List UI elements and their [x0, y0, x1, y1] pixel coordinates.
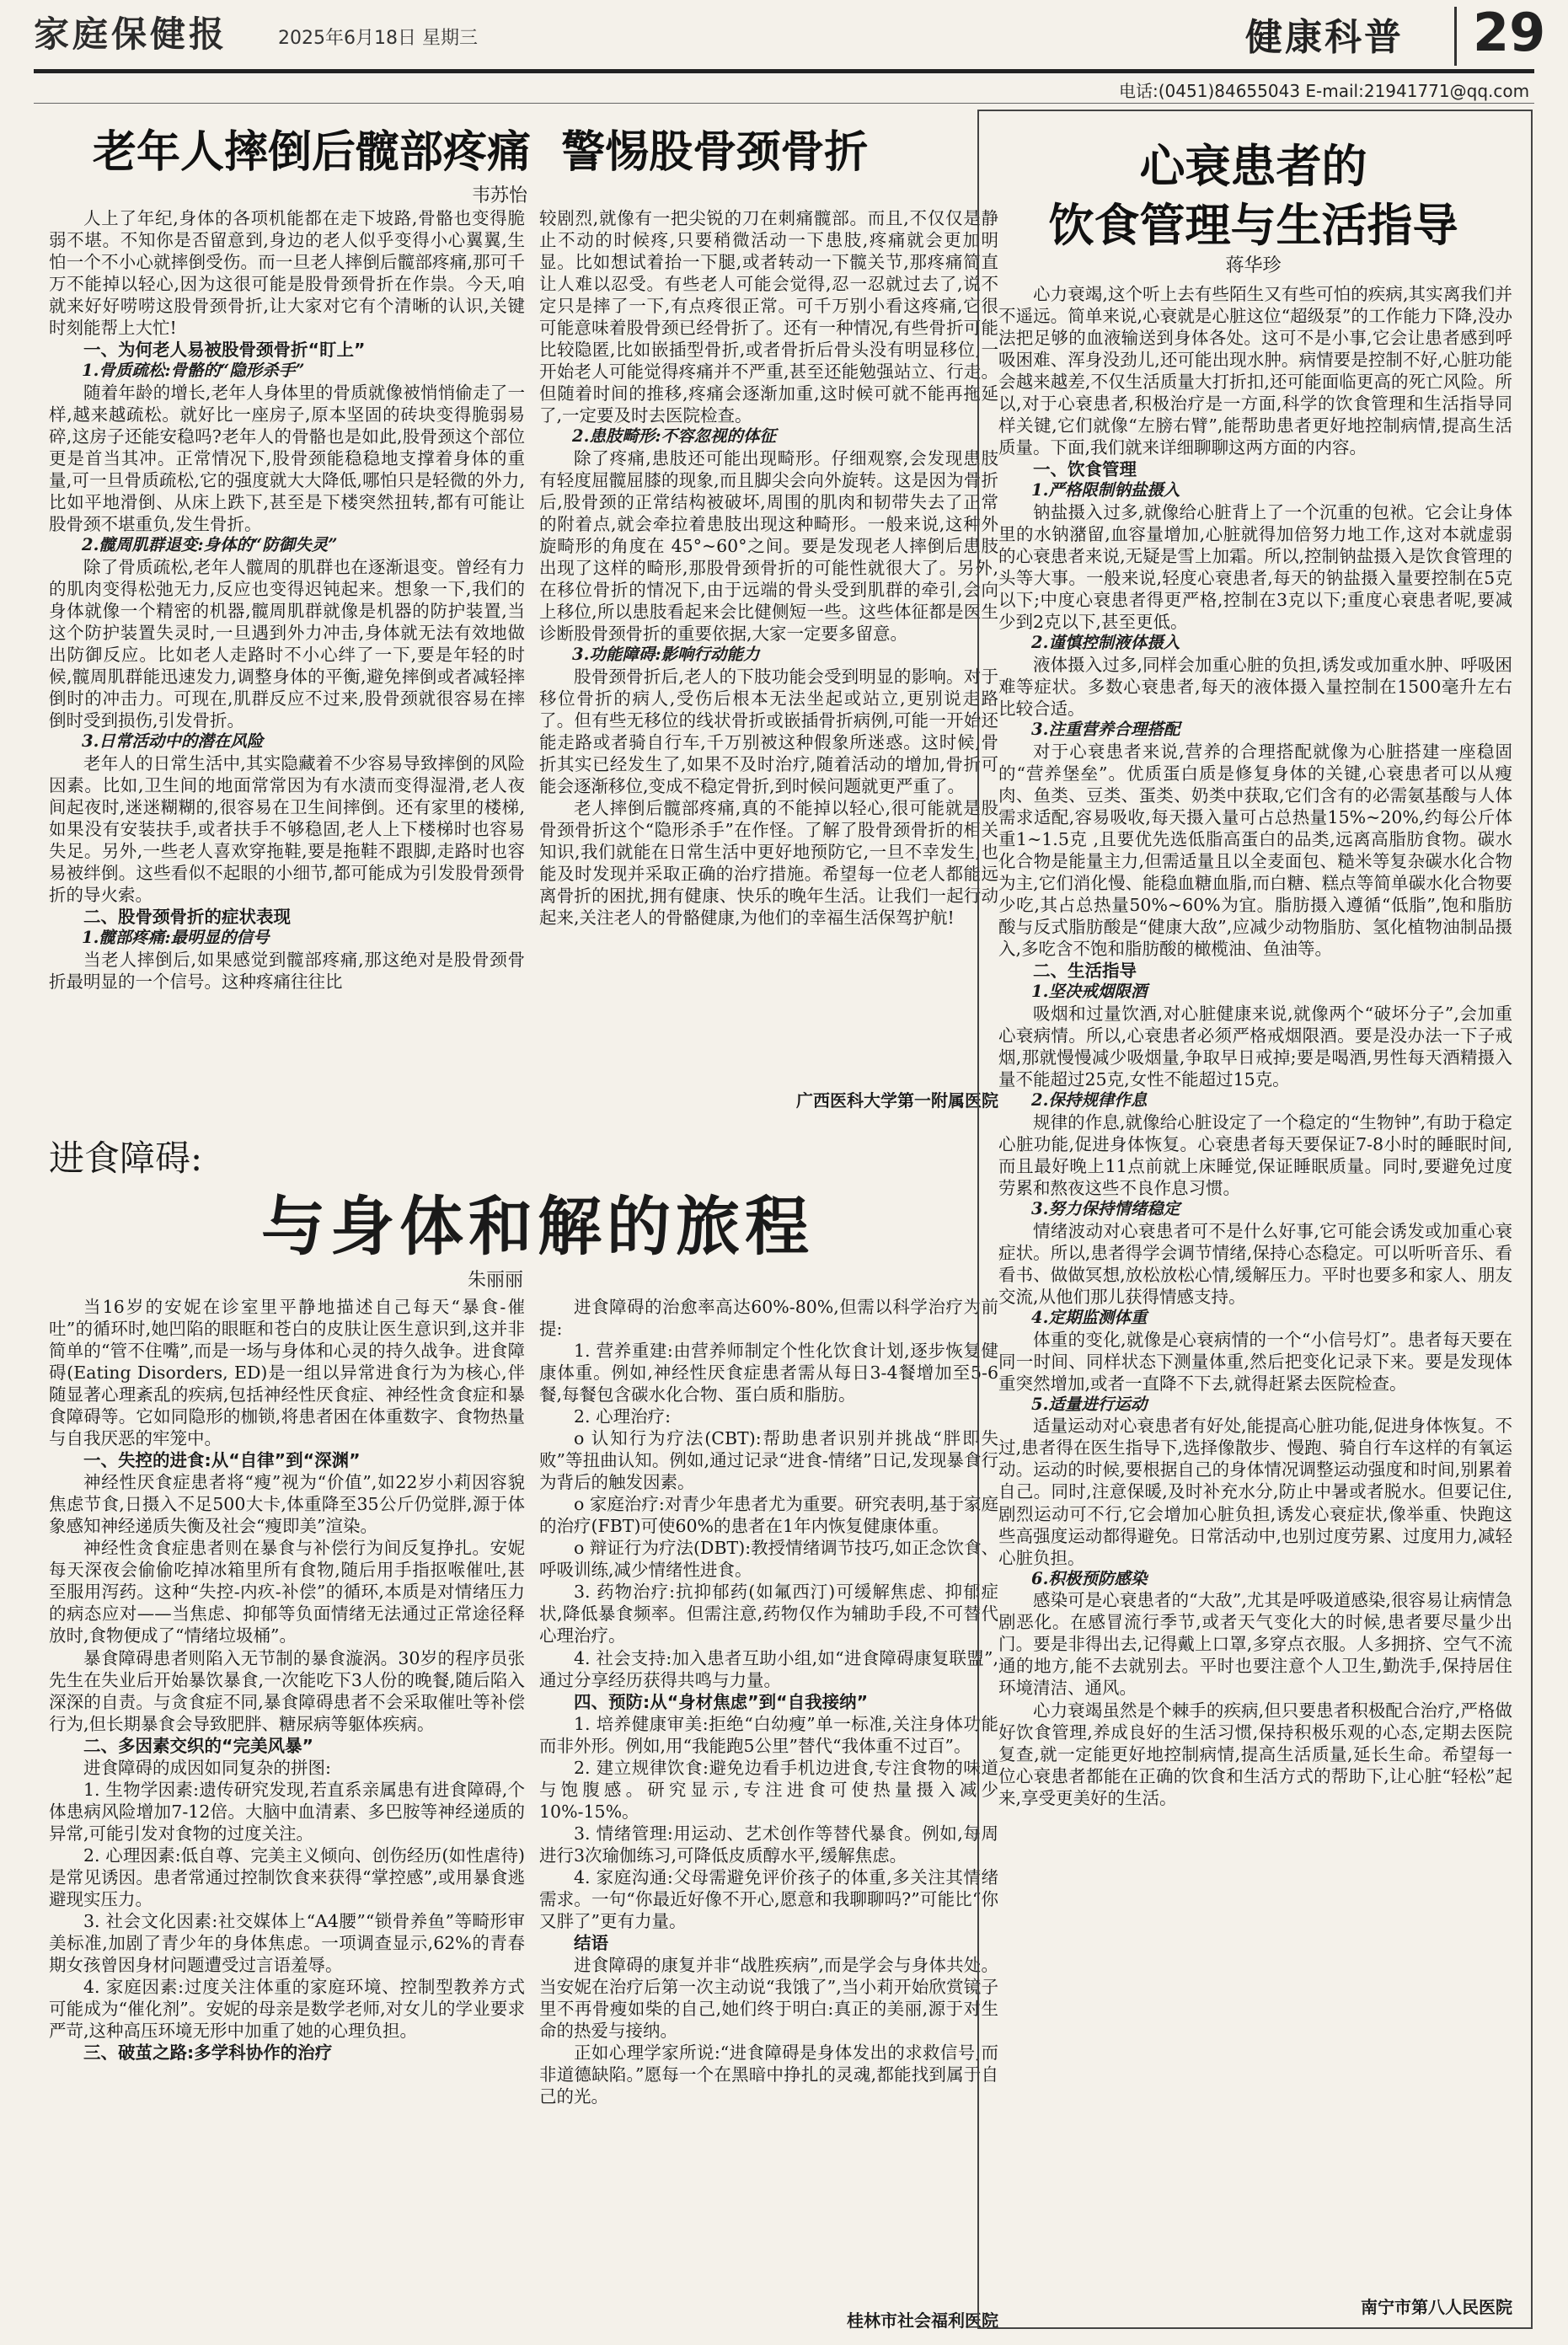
article1-title: 老年人摔倒后髋部疼痛 警惕股骨颈骨折 — [93, 127, 869, 178]
paragraph: 感染可是心衰患者的“大敌”,尤其是呼吸道感染,很容易让病情急剧恶化。在感冒流行季节,或者天气变化大的时候,患者要尽量少出门。要是非得出去,记得戴上口罩,多穿点衣服。人多拥挤、空气不流通的地方,能不去就别去。平时也要注意个人卫生,勤洗手,保持居住环境清洁、通风。 — [998, 1590, 1512, 1699]
page-number: 29 — [1473, 2, 1546, 63]
paragraph: 当老人摔倒后,如果感觉到髋部疼痛,那这绝对是股骨颈骨折最明显的一个信号。这种疼痛往往比 — [49, 949, 525, 992]
section-heading: 四、预防:从“身材焦虑”到“自我接纳” — [574, 1691, 869, 1712]
article1-col2 — [539, 207, 998, 1084]
section-heading: 一、饮食管理 — [1033, 459, 1137, 480]
section-heading: 3.功能障碍:影响行动能力 — [572, 645, 760, 665]
masthead: 家庭保健报 — [34, 13, 228, 55]
paragraph: o 认知行为疗法(CBT):帮助患者识别并挑战“胖即失败”等扭曲认知。例如,通过记录“进食-情绪”日记,发现暴食行为背后的触发因素。 — [539, 1428, 998, 1493]
paragraph: o 辩证行为疗法(DBT):教授情绪调节技巧,如正念饮食、呼吸训练,减少情绪性进食。 — [539, 1538, 998, 1581]
section-heading: 二、股骨颈骨折的症状表现 — [83, 907, 291, 928]
article2-title: 与身体和解的旅程 — [261, 1189, 814, 1264]
paragraph: 2. 心理因素:低自尊、完美主义倾向、创伤经历(如性虐待)是常见诱因。患者常通过控制饮食来获得“掌控感”,或用暴食逃避现实压力。 — [49, 1844, 525, 1909]
article1-author: 韦苏怡 — [472, 185, 528, 206]
paragraph: 1. 培养健康审美:拒绝“白幼瘦”单一标准,关注身体功能而非外形。例如,用“我能跑5公里”替代“我体重不过百”。 — [539, 1713, 998, 1756]
paragraph: o 家庭治疗:对青少年患者尤为重要。研究表明,基于家庭的治疗(FBT)可使60%的患者在1年内恢复健康体重。 — [539, 1494, 998, 1537]
section-heading: 2.髋周肌群退变:身体的“防御失灵” — [82, 535, 338, 555]
paragraph: 股骨颈骨折后,老人的下肢功能会受到明显的影响。对于移位骨折的病人,受伤后根本无法坐起或站立,更别说走路了。但有些无移位的线状骨折或嵌插骨折病例,可能一开始还能走路或者骑自行车,千万别被这种假象所迷惑。这时候,骨折其实已经发生了,如果不及时治疗,随着活动的增加,骨折可能会逐渐移位,变成不稳定骨折,到时候问题就更严重了。 — [539, 667, 998, 797]
paragraph: 心力衰竭虽然是个棘手的疾病,但只要患者积极配合治疗,严格做好饮食管理,养成良好的生活习惯,保持积极乐观的心态,定期去医院复查,就一定能更好地控制病情,提高生活质量,延长生命。希望每一位心衰患者都能在正确的饮食和生活方式的帮助下,让心脏“轻松”起来,享受更美好的生活。 — [998, 1700, 1512, 1808]
paragraph: 进食障碍的治愈率高达60%-80%,但需以科学治疗为前提: — [539, 1297, 998, 1340]
header-rule — [34, 69, 1534, 73]
paragraph: 钠盐摄入过多,就像给心脏背上了一个沉重的包袱。它会让身体里的水钠潴留,血容量增加,心脏就得加倍努力地工作,这对本就虚弱的心衰患者来说,无疑是雪上加霜。所以,控制钠盐摄入是饮食管理的头等大事。一般来说,轻度心衰患者,每天的钠盐摄入量要控制在5克以下;中度心衰患者得更严格,控制在3克以下;重度心衰患者呢,要减少到2克以下,甚至更低。 — [998, 502, 1512, 633]
paragraph: 4. 家庭沟通:父母需避免评价孩子的体重,多关注其情绪需求。一句“你最近好像不开心,愿意和我聊聊吗?”可能比“你又胖了”更有力量。 — [539, 1866, 998, 1931]
section-heading: 一、为何老人易被股骨颈骨折“盯上” — [83, 340, 366, 361]
section-heading: 三、破茧之路:多学科协作的治疗 — [83, 2043, 333, 2064]
paragraph: 进食障碍的成因如同复杂的拼图: — [83, 1757, 331, 1778]
section-heading: 结语 — [574, 1932, 608, 1953]
section-heading: 二、生活指导 — [1033, 961, 1137, 982]
section-heading: 3.日常活动中的潜在风险 — [82, 731, 264, 752]
paragraph: 较剧烈,就像有一把尖锐的刀在刺痛髋部。而且,不仅仅是静止不动的时候疼,只要稍微活动一下患肢,疼痛就会更加明显。比如想试着抬一下腿,或者转动一下髋关节,那疼痛简直让人难以忍受。有些老人可能会觉得,忍一忍就过去了,说不定只是摔了一下,有点疼很正常。可千万别小看这疼痛,它很可能意味着股骨颈已经骨折了。还有一种情况,有些骨折可能比较隐匿,比如嵌插型骨折,或者骨折后骨头没有明显移位,一开始老人可能觉得疼痛并不严重,甚至还能勉强站立、行走。但随着时间的推移,疼痛会逐渐加重,这时候可就不能再拖延了,一定要及时去医院检查。 — [539, 208, 998, 426]
paragraph: 适量运动对心衰患者有好处,能提高心脏功能,促进身体恢复。不过,患者得在医生指导下,选择像散步、慢跑、骑自行车这样的有氧运动。运动的时候,要根据自己的身体情况调整运动强度和时间,别累着自己。同时,注意保暖,及时补充水分,防止中暑或者脱水。但要记住,剧烈运动可不行,它会增加心脏负担,诱发心衰症状,像举重、快跑这些高强度运动都得避免。日常活动中,也别过度劳累、过度用力,减轻心脏负担。 — [998, 1416, 1512, 1568]
paragraph: 2. 心理治疗: — [574, 1406, 671, 1427]
paragraph: 吸烟和过量饮酒,对心脏健康来说,就像两个“破坏分子”,会加重心衰病情。所以,心衰患者必须严格戒烟限酒。要是没办法一下子戒烟,那就慢慢减少吸烟量,争取早日戒掉;要是喝酒,男性每天酒精摄入量不能超过25克,女性不能超过15克。 — [998, 1003, 1512, 1090]
contact-rule — [34, 103, 1534, 104]
paragraph: 体重的变化,就像是心衰病情的一个“小信号灯”。患者每天要在同一时间、同样状态下测量体重,然后把变化记录下来。要是发现体重突然增加,或者一直降不下去,就得赶紧去医院检查。 — [998, 1329, 1512, 1394]
paragraph: 心力衰竭,这个听上去有些陌生又有些可怕的疾病,其实离我们并不遥远。简单来说,心衰就是心脏这位“超级泵”的工作能力下降,没办法把足够的血液输送到身体各处。这可不是小事,它会让患者感到呼吸困难、浑身没劲儿,还可能出现水肿。病情要是控制不好,心脏功能会越来越差,不仅生活质量大打折扣,还可能面临更高的死亡风险。所以,对于心衰患者,积极治疗是一方面,科学的饮食管理和生活指导同样关键,它们就像“左膀右臂”,能帮助患者更好地控制病情,提高生活质量。下面,我们就来详细聊聊这两方面的内容。 — [998, 284, 1512, 458]
paragraph: 老年人的日常生活中,其实隐藏着不少容易导致摔倒的风险因素。比如,卫生间的地面常常因为有水渍而变得湿滑,老人夜间起夜时,迷迷糊糊的,很容易在卫生间摔倒。还有家里的楼梯,如果没有安装扶手,或者扶手不够稳固,老人上下楼梯时也容易失足。另外,一些老人喜欢穿拖鞋,要是拖鞋不跟脚,走路时也容易被绊倒。这些看似不起眼的小细节,都可能成为引发股骨颈骨折的导火索。 — [49, 752, 525, 906]
paragraph: 人上了年纪,身体的各项机能都在走下坡路,骨骼也变得脆弱不堪。不知你是否留意到,身边的老人似乎变得小心翼翼,生怕一个不小心就摔倒受伤。而一旦老人摔倒后髋部疼痛,那可千万不能掉以轻心,因为这很可能是股骨颈骨折在作祟。今天,咱就来好好唠唠这股骨颈骨折,让大家对它有个清晰的认识,关键时刻能帮上大忙! — [49, 208, 525, 339]
paragraph: 除了疼痛,患肢还可能出现畸形。仔细观察,会发现患肢有轻度屈髋屈膝的现象,而且脚尖会向外旋转。这是因为骨折后,股骨颈的正常结构被破坏,周围的肌肉和韧带失去了正常的附着点,就会牵拉着患肢出现这种畸形。一般来说,这种外旋畸形的角度在 45°~60°之间。要是发现老人摔倒后患肢出现了这样的畸形,那股骨颈骨折的可能性就很大了。另外,在移位骨折的情况下,由于远端的骨头受到肌群的牵引,会向上移位,所以患肢看起来会比健侧短一些。这些体征都是医生诊断股骨颈骨折的重要依据,大家一定要多留意。 — [539, 448, 998, 645]
paragraph: 1. 生物学因素:遗传研究发现,若直系亲属患有进食障碍,个体患病风险增加7-12倍。大脑中血清素、多巴胺等神经递质的异常,可能引发对食物的过度关注。 — [49, 1779, 525, 1844]
section-heading: 3.注重营养合理搭配 — [1031, 720, 1180, 740]
article1-col1 — [49, 207, 525, 1105]
issue-date: 2025年6月18日 星期三 — [278, 28, 478, 49]
section-heading: 一、失控的进食:从“自律”到“深渊” — [83, 1450, 361, 1471]
section-heading: 2.患肢畸形:不容忽视的体征 — [572, 426, 777, 447]
section-heading: 5.适量进行运动 — [1031, 1394, 1148, 1414]
paragraph: 当16岁的安妮在诊室里平静地描述自己每天“暴食-催吐”的循环时,她凹陷的眼眶和苍白的皮肤让医生意识到,这并非简单的“管不住嘴”,而是一场与身体和心灵的持久战争。进食障碍(Eating Disorders, ED)是一组以异常进食行为为核心,伴随显著心理紊乱的疾病,包括神经性厌食症、神经性贪食症和暴食障碍等。它如同隐形的枷锁,将患者困在体重数字、食物热量与自我厌恶的牢笼中。 — [49, 1297, 525, 1449]
article2-col1 — [49, 1296, 525, 2320]
paragraph: 暴食障碍患者则陷入无节制的暴食漩涡。30岁的程序员张先生在失业后开始暴饮暴食,一次能吃下3人份的晚餐,随后陷入深深的自责。与贪食症不同,暴食障碍患者不会采取催吐等补偿行为,但长期暴食会导致肥胖、糖尿病等躯体疾病。 — [49, 1647, 525, 1734]
paragraph: 3. 情绪管理:用运动、艺术创作等替代暴食。例如,每周进行3次瑜伽练习,可降低皮质醇水平,缓解焦虑。 — [539, 1823, 998, 1866]
paragraph: 进食障碍的康复并非“战胜疾病”,而是学会与身体共处。当安妮在治疗后第一次主动说“我饿了”,当小莉开始欣赏镜子里不再骨瘦如柴的自己,她们终于明白:真正的美丽,源于对生命的热爱与接纳。 — [539, 1954, 998, 2042]
paragraph: 2. 建立规律饮食:避免边看手机边进食,专注食物的味道与饱腹感。研究显示,专注进食可使热量摄入减少10%-15%。 — [539, 1757, 998, 1822]
paragraph: 对于心衰患者来说,营养的合理搭配就像为心脏搭建一座稳固的“营养堡垒”。优质蛋白质是修复身体的关键,心衰患者可以从瘦肉、鱼类、豆类、蛋类、奶类中获取,它们含有的必需氨基酸与人体需求适配,容易吸收,每天摄入量可占总热量15%~20%,约每公斤体重1~1.5克 ,且要优先选低脂高蛋白的品类,远离高脂肪食物。碳水化合物是能量主力,但需适量且以全麦面包、糙米等复杂碳水化合物为主,它们消化慢、能稳血糖血脂,而白糖、糕点等简单碳水化合物要少吃,其占总热量50%~60%为宜。脂肪摄入遵循“低脂”,饱和脂肪酸与反式脂肪酸是“健康大敌”,应减少动物脂肪、氢化植物油制品摄入,多吃含不饱和脂肪酸的橄榄油、鱼油等。 — [998, 741, 1512, 960]
paragraph: 4. 社会支持:加入患者互助小组,如“进食障碍康复联盟”,通过分享经历获得共鸣与力量。 — [539, 1647, 998, 1690]
section-heading: 1.髋部疼痛:最明显的信号 — [82, 928, 270, 948]
section-heading: 3.努力保持情绪稳定 — [1031, 1198, 1180, 1218]
section-heading: 二、多因素交织的“完美风暴” — [83, 1735, 313, 1756]
article2-col2 — [539, 1296, 998, 2307]
section-heading: 2.谨慎控制液体摄入 — [1031, 633, 1180, 653]
section-heading: 1.骨质疏松:骨骼的“隐形杀手” — [82, 361, 305, 381]
article3-source: 南宁市第八人民医院 — [1361, 2297, 1512, 2317]
article2-kicker: 进食障碍: — [49, 1138, 203, 1179]
article1-source: 广西医科大学第一附属医院 — [796, 1090, 998, 1111]
paragraph: 除了骨质疏松,老年人髋周的肌群也在逐渐退变。曾经有力的肌肉变得松弛无力,反应也变得迟钝起来。想象一下,我们的身体就像一个精密的机器,髋周肌群就像是机器的防护装置,当这个防护装置失灵时,一旦遇到外力冲击,身体就无法有效地做出防御反应。比如老人走路时不小心绊了一下,要是年轻的时候,髋周肌群能迅速发力,调整身体的平衡,避免摔倒或者减轻摔倒时的冲击力。可现在,肌群反应不过来,股骨颈就很容易在摔倒时受到损伤,引发骨折。 — [49, 556, 525, 731]
section-heading: 2.保持规律作息 — [1031, 1090, 1148, 1111]
paragraph: 1. 营养重建:由营养师制定个性化饮食计划,逐步恢复健康体重。例如,神经性厌食症患者需从每日3-4餐增加至5-6餐,每餐包含碳水化合物、蛋白质和脂肪。 — [539, 1341, 998, 1405]
section-heading: 4.定期监测体重 — [1031, 1307, 1148, 1327]
header-divider — [1454, 7, 1457, 66]
article2-author: 朱丽丽 — [468, 1270, 524, 1291]
section-title: 健康科普 — [1245, 16, 1404, 59]
paragraph: 神经性贪食症患者则在暴食与补偿行为间反复挣扎。安妮每天深夜会偷偷吃掉冰箱里所有食物,随后用手指抠喉催吐,甚至服用泻药。这种“失控-内疚-补偿”的循环,本质是对情绪压力的病态应对——当焦虑、抑郁等负面情绪无法通过正常途径释放时,食物便成了“情绪垃圾桶”。 — [49, 1538, 525, 1646]
section-heading: 6.积极预防感染 — [1031, 1568, 1148, 1588]
paragraph: 老人摔倒后髋部疼痛,真的不能掉以轻心,很可能就是股骨颈骨折这个“隐形杀手”在作怪。了解了股骨颈骨折的相关知识,我们就能在日常生活中更好地预防它,一旦不幸发生,也能及时发现并采取正确的治疗措施。希望每一位老人都能远离骨折的困扰,拥有健康、快乐的晚年生活。让我们一起行动起来,关注老人的骨骼健康,为他们的幸福生活保驾护航! — [539, 798, 998, 929]
paragraph: 神经性厌食症患者将“瘦”视为“价值”,如22岁小莉因容貌焦虑节食,日摄入不足500大卡,体重降至35公斤仍觉胖,源于体象感知神经递质失衡及社会“瘦即美”渲染。 — [49, 1472, 525, 1537]
paragraph: 情绪波动对心衰患者可不是什么好事,它可能会诱发或加重心衰症状。所以,患者得学会调节情绪,保持心态稳定。可以听听音乐、看看书、做做冥想,放松放松心情,缓解压力。平时也要多和家人、朋友交流,从他们那儿获得情感支持。 — [998, 1220, 1512, 1307]
section-heading: 1.严格限制钠盐摄入 — [1031, 480, 1180, 501]
contact-info: 电话:(0451)84655043 E-mail:21941771@qq.com — [1119, 81, 1530, 101]
paragraph: 3. 社会文化因素:社交媒体上“A4腰”“锁骨养鱼”等畸形审美标准,加剧了青少年的身体焦虑。一项调查显示,62%的青春期女孩曾因身材问题遭受过言语羞辱。 — [49, 1910, 525, 1975]
paragraph: 随着年龄的增长,老年人身体里的骨质就像被悄悄偷走了一样,越来越疏松。就好比一座房子,原本坚固的砖块变得脆弱易碎,这房子还能安稳吗?老年人的骨骼也是如此,股骨颈这个部位更是首当其冲。正常情况下,股骨颈能稳稳地支撑着身体的重量,可一旦骨质疏松,它的强度就大大降低,哪怕只是轻微的外力,比如平地滑倒、从床上跌下,甚至是下楼突然扭转,都有可能让股骨颈不堪重负,发生骨折。 — [49, 382, 525, 535]
article3-col — [998, 283, 1512, 2284]
paragraph: 液体摄入过多,同样会加重心脏的负担,诱发或加重水肿、呼吸困难等症状。多数心衰患者,每天的液体摄入量控制在1500毫升左右比较合适。 — [998, 654, 1512, 720]
article3-title-line1: 心衰患者的 — [1139, 139, 1367, 193]
article2-source: 桂林市社会福利医院 — [847, 2310, 998, 2331]
paragraph: 规律的作息,就像给心脏设定了一个稳定的“生物钟”,有助于稳定心脏功能,促进身体恢复。心衰患者每天要保证7-8小时的睡眠时间,而且最好晚上11点前就上床睡觉,保证睡眠质量。同时,要避免过度劳累和熬夜这些不良作息习惯。 — [998, 1111, 1512, 1198]
paragraph: 正如心理学家所说:“进食障碍是身体发出的求救信号,而非道德缺陷。”愿每一个在黑暗中挣扎的灵魂,都能找到属于自己的光。 — [539, 2043, 998, 2107]
paragraph: 4. 家庭因素:过度关注体重的家庭环境、控制型教养方式可能成为“催化剂”。安妮的母亲是数学老师,对女儿的学业要求严苛,这种高压环境无形中加重了她的心理负担。 — [49, 1976, 525, 2042]
article3-author: 蒋华珍 — [1225, 255, 1282, 276]
section-heading: 1.坚决戒烟限酒 — [1031, 982, 1148, 1002]
article3-title-line2: 饮食管理与生活指导 — [1048, 198, 1458, 252]
paragraph: 3. 药物治疗:抗抑郁药(如氟西汀)可缓解焦虑、抑郁症状,降低暴食频率。但需注意,药物仅作为辅助手段,不可替代心理治疗。 — [539, 1582, 998, 1646]
